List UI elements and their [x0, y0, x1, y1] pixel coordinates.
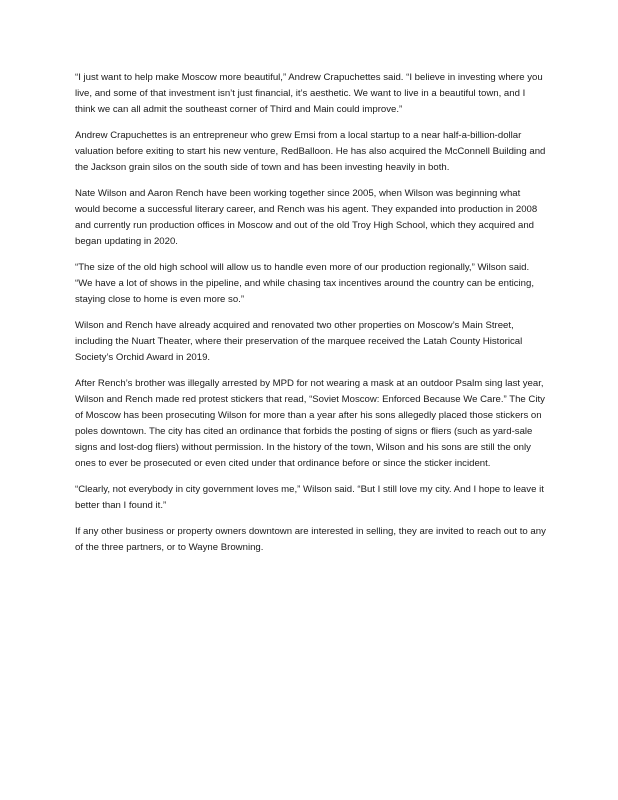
paragraph-4: “The size of the old high school will allow us to handle even more of our production regionally,” Wilson said. “We have a lot of shows in the pipeline, and while chasing tax incentives around the country can be enticing, staying close to home is even more so.”: [75, 262, 535, 305]
paragraph-2: Andrew Crapuchettes is an entrepreneur who grew Emsi from a local startup to a near half-a-billion-dollar valuation before exiting to start his new venture, RedBalloon. He has also acquired the McConnell Building and the Jackson grain silos on the south side of town and has been investing heavily in both.: [75, 130, 546, 173]
paragraph-3: Nate Wilson and Aaron Rench have been working together since 2005, when Wilson was beginning what would become a successful literary career, and Rench was his agent. They expanded into production in 2008 and currently run production offices in Moscow and out of the old Troy High School, which they acquired and began updating in 2020.: [75, 188, 538, 247]
paragraph-1: “I just want to help make Moscow more beautiful,” Andrew Crapuchettes said. “I believe in investing where you live, and some of that investment isn’t just financial, it’s aesthetic. We want to live in a beautiful town, and I think we can all admit the southeast corner of Third and Main could improve.”: [75, 72, 543, 115]
paragraph-5: Wilson and Rench have already acquired and renovated two other properties on Moscow’s Main Street, including the Nuart Theater, where their preservation of the marquee received the Latah County Historical Society’s Orchid Award in 2019.: [75, 320, 523, 363]
paragraph-8: If any other business or property owners downtown are interested in selling, they are invited to reach out to any of the three partners, or to Wayne Browning.: [75, 526, 546, 553]
paragraph-7: “Clearly, not everybody in city government loves me,” Wilson said. “But I still love my city. And I hope to leave it better than I found it.”: [75, 484, 544, 511]
article-body: [75, 70, 548, 556]
paragraph-6: After Rench’s brother was illegally arrested by MPD for not wearing a mask at an outdoor Psalm sing last year, Wilson and Rench made red protest stickers that read, “Soviet Moscow: Enforced Because We Care.” The City of Moscow has been prosecuting Wilson for more than a year after his sons allegedly placed those stickers on poles downtown. The city has cited an ordinance that forbids the posting of signs or fliers (such as yard-sale signs and lost-dog fliers) without permission. In the history of the town, Wilson and his sons are still the only ones to ever be prosecuted or even cited under that ordinance before or since the sticker incident.: [75, 378, 545, 469]
